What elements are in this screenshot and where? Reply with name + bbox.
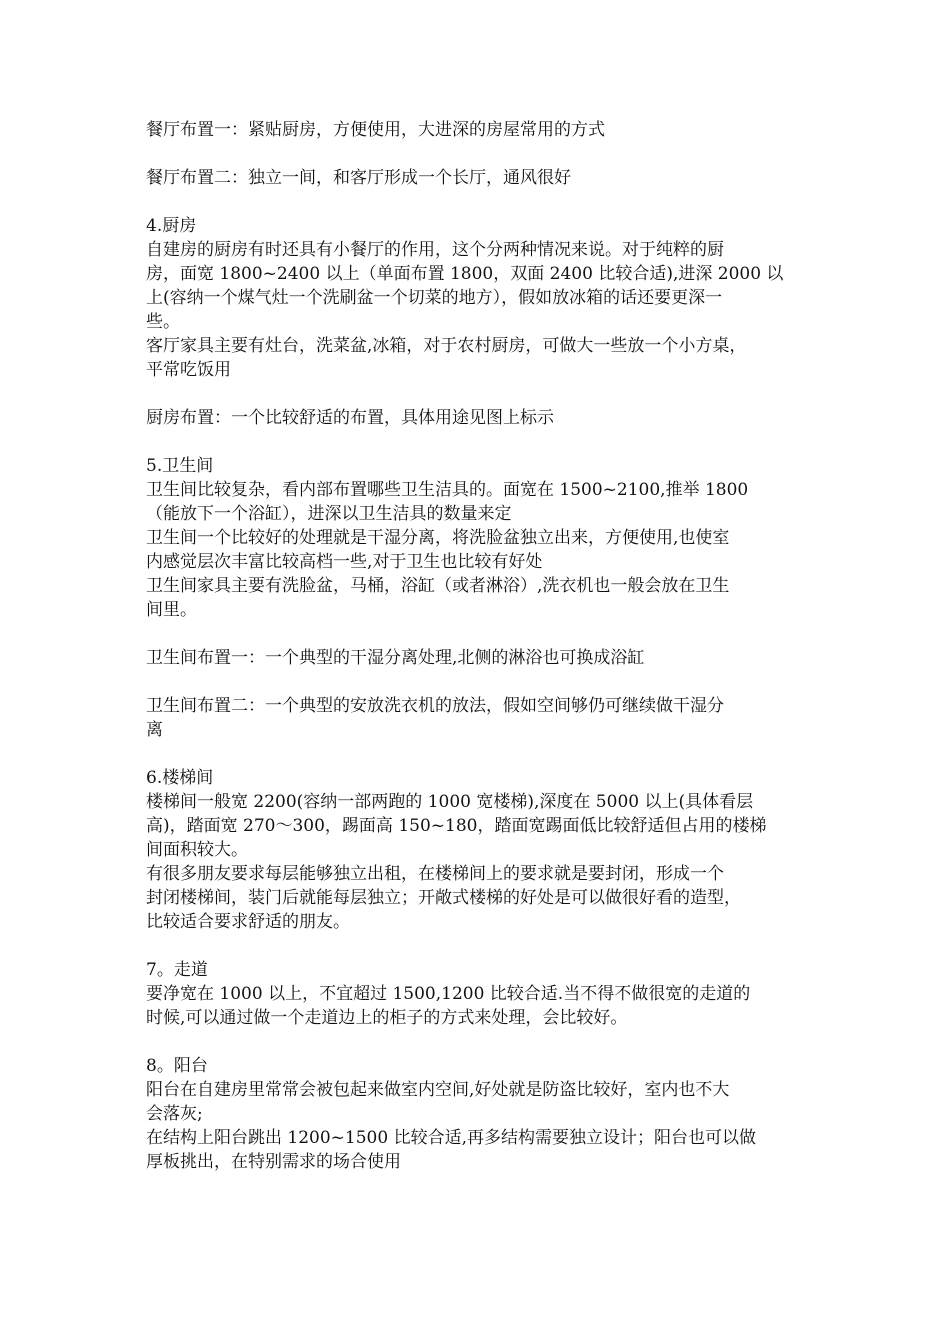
balcony-line: 阳台在自建房里常常会被包起来做室内空间,好处就是防盗比较好，室内也不大	[146, 1080, 730, 1100]
bathroom-line: 卫生间家具主要有洗脸盆，马桶，浴缸（或者淋浴）,洗衣机也一般会放在卫生	[146, 576, 730, 596]
bathroom-heading: 5.卫生间	[146, 456, 214, 476]
balcony-line: 厚板挑出，在特别需求的场合使用	[146, 1152, 401, 1172]
kitchen-line: 平常吃饭用	[146, 360, 231, 380]
bathroom-layout-2-line: 卫生间布置二：一个典型的安放洗衣机的放法，假如空间够仍可继续做干湿分	[146, 696, 724, 716]
kitchen-layout: 厨房布置：一个比较舒适的布置，具体用途见图上标示	[146, 408, 554, 428]
kitchen-line: 房，面宽 1800~2400 以上（单面布置 1800，双面 2400 比较合适),进深 2000 以	[146, 264, 784, 284]
stairs-line: 比较适合要求舒适的朋友。	[146, 912, 350, 932]
bathroom-line: 内感觉层次丰富比较高档一些,对于卫生也比较有好处	[146, 552, 543, 572]
kitchen-heading: 4.厨房	[146, 216, 197, 236]
bathroom-line: 卫生间比较复杂，看内部布置哪些卫生洁具的。面宽在 1500~2100,推举 1800	[146, 480, 749, 500]
stairs-line: 间面积较大。	[146, 840, 248, 860]
stairs-line: 高)，踏面宽 270～300，踢面高 150~180，踏面宽踢面低比较舒适但占用的楼梯	[146, 816, 767, 836]
document-page	[146, 118, 826, 1174]
spacer	[146, 1030, 826, 1054]
kitchen-line: 客厅家具主要有灶台，洗菜盆,冰箱，对于农村厨房，可做大一些放一个小方桌，	[146, 336, 747, 356]
stairs-line: 有很多朋友要求每层能够独立出租，在楼梯间上的要求就是要封闭，形成一个	[146, 864, 724, 884]
dining-layout-2: 餐厅布置二：独立一间，和客厅形成一个长厅，通风很好	[146, 168, 571, 188]
spacer	[146, 670, 826, 694]
balcony-line: 会落灰;	[146, 1104, 203, 1124]
corridor-line: 要净宽在 1000 以上，不宜超过 1500,1200 比较合适.当不得不做很宽的走道的	[146, 984, 751, 1004]
balcony-line: 在结构上阳台跳出 1200~1500 比较合适,再多结构需要独立设计；阳台也可以做	[146, 1128, 756, 1148]
spacer	[146, 190, 826, 214]
balcony-heading: 8。阳台	[146, 1056, 208, 1076]
bathroom-line: 间里。	[146, 600, 197, 620]
kitchen-line: 自建房的厨房有时还具有小餐厅的作用，这个分两种情况来说。对于纯粹的厨	[146, 240, 724, 260]
bathroom-line: 卫生间一个比较好的处理就是干湿分离，将洗脸盆独立出来，方便使用,也使室	[146, 528, 730, 548]
stairs-line: 楼梯间一般宽 2200(容纳一部两跑的 1000 宽楼梯),深度在 5000 以上(具体看层	[146, 792, 754, 812]
bathroom-line: （能放下一个浴缸），进深以卫生洁具的数量来定	[146, 504, 512, 524]
spacer	[146, 622, 826, 646]
spacer	[146, 742, 826, 766]
stairs-heading: 6.楼梯间	[146, 768, 214, 788]
kitchen-line: 上(容纳一个煤气灶一个洗刷盆一个切菜的地方），假如放冰箱的话还要更深一	[146, 288, 723, 308]
corridor-heading: 7。走道	[146, 960, 208, 980]
kitchen-line: 些。	[146, 312, 180, 332]
spacer	[146, 430, 826, 454]
stairs-line: 封闭楼梯间，装门后就能每层独立；开敞式楼梯的好处是可以做很好看的造型，	[146, 888, 741, 908]
dining-layout-1: 餐厅布置一：紧贴厨房，方便使用，大进深的房屋常用的方式	[146, 120, 605, 140]
bathroom-layout-2-line: 离	[146, 720, 163, 740]
bathroom-layout-1: 卫生间布置一：一个典型的干湿分离处理,北侧的淋浴也可换成浴缸	[146, 648, 645, 668]
spacer	[146, 382, 826, 406]
spacer	[146, 934, 826, 958]
spacer	[146, 142, 826, 166]
corridor-line: 时候,可以通过做一个走道边上的柜子的方式来处理，会比较好。	[146, 1008, 628, 1028]
